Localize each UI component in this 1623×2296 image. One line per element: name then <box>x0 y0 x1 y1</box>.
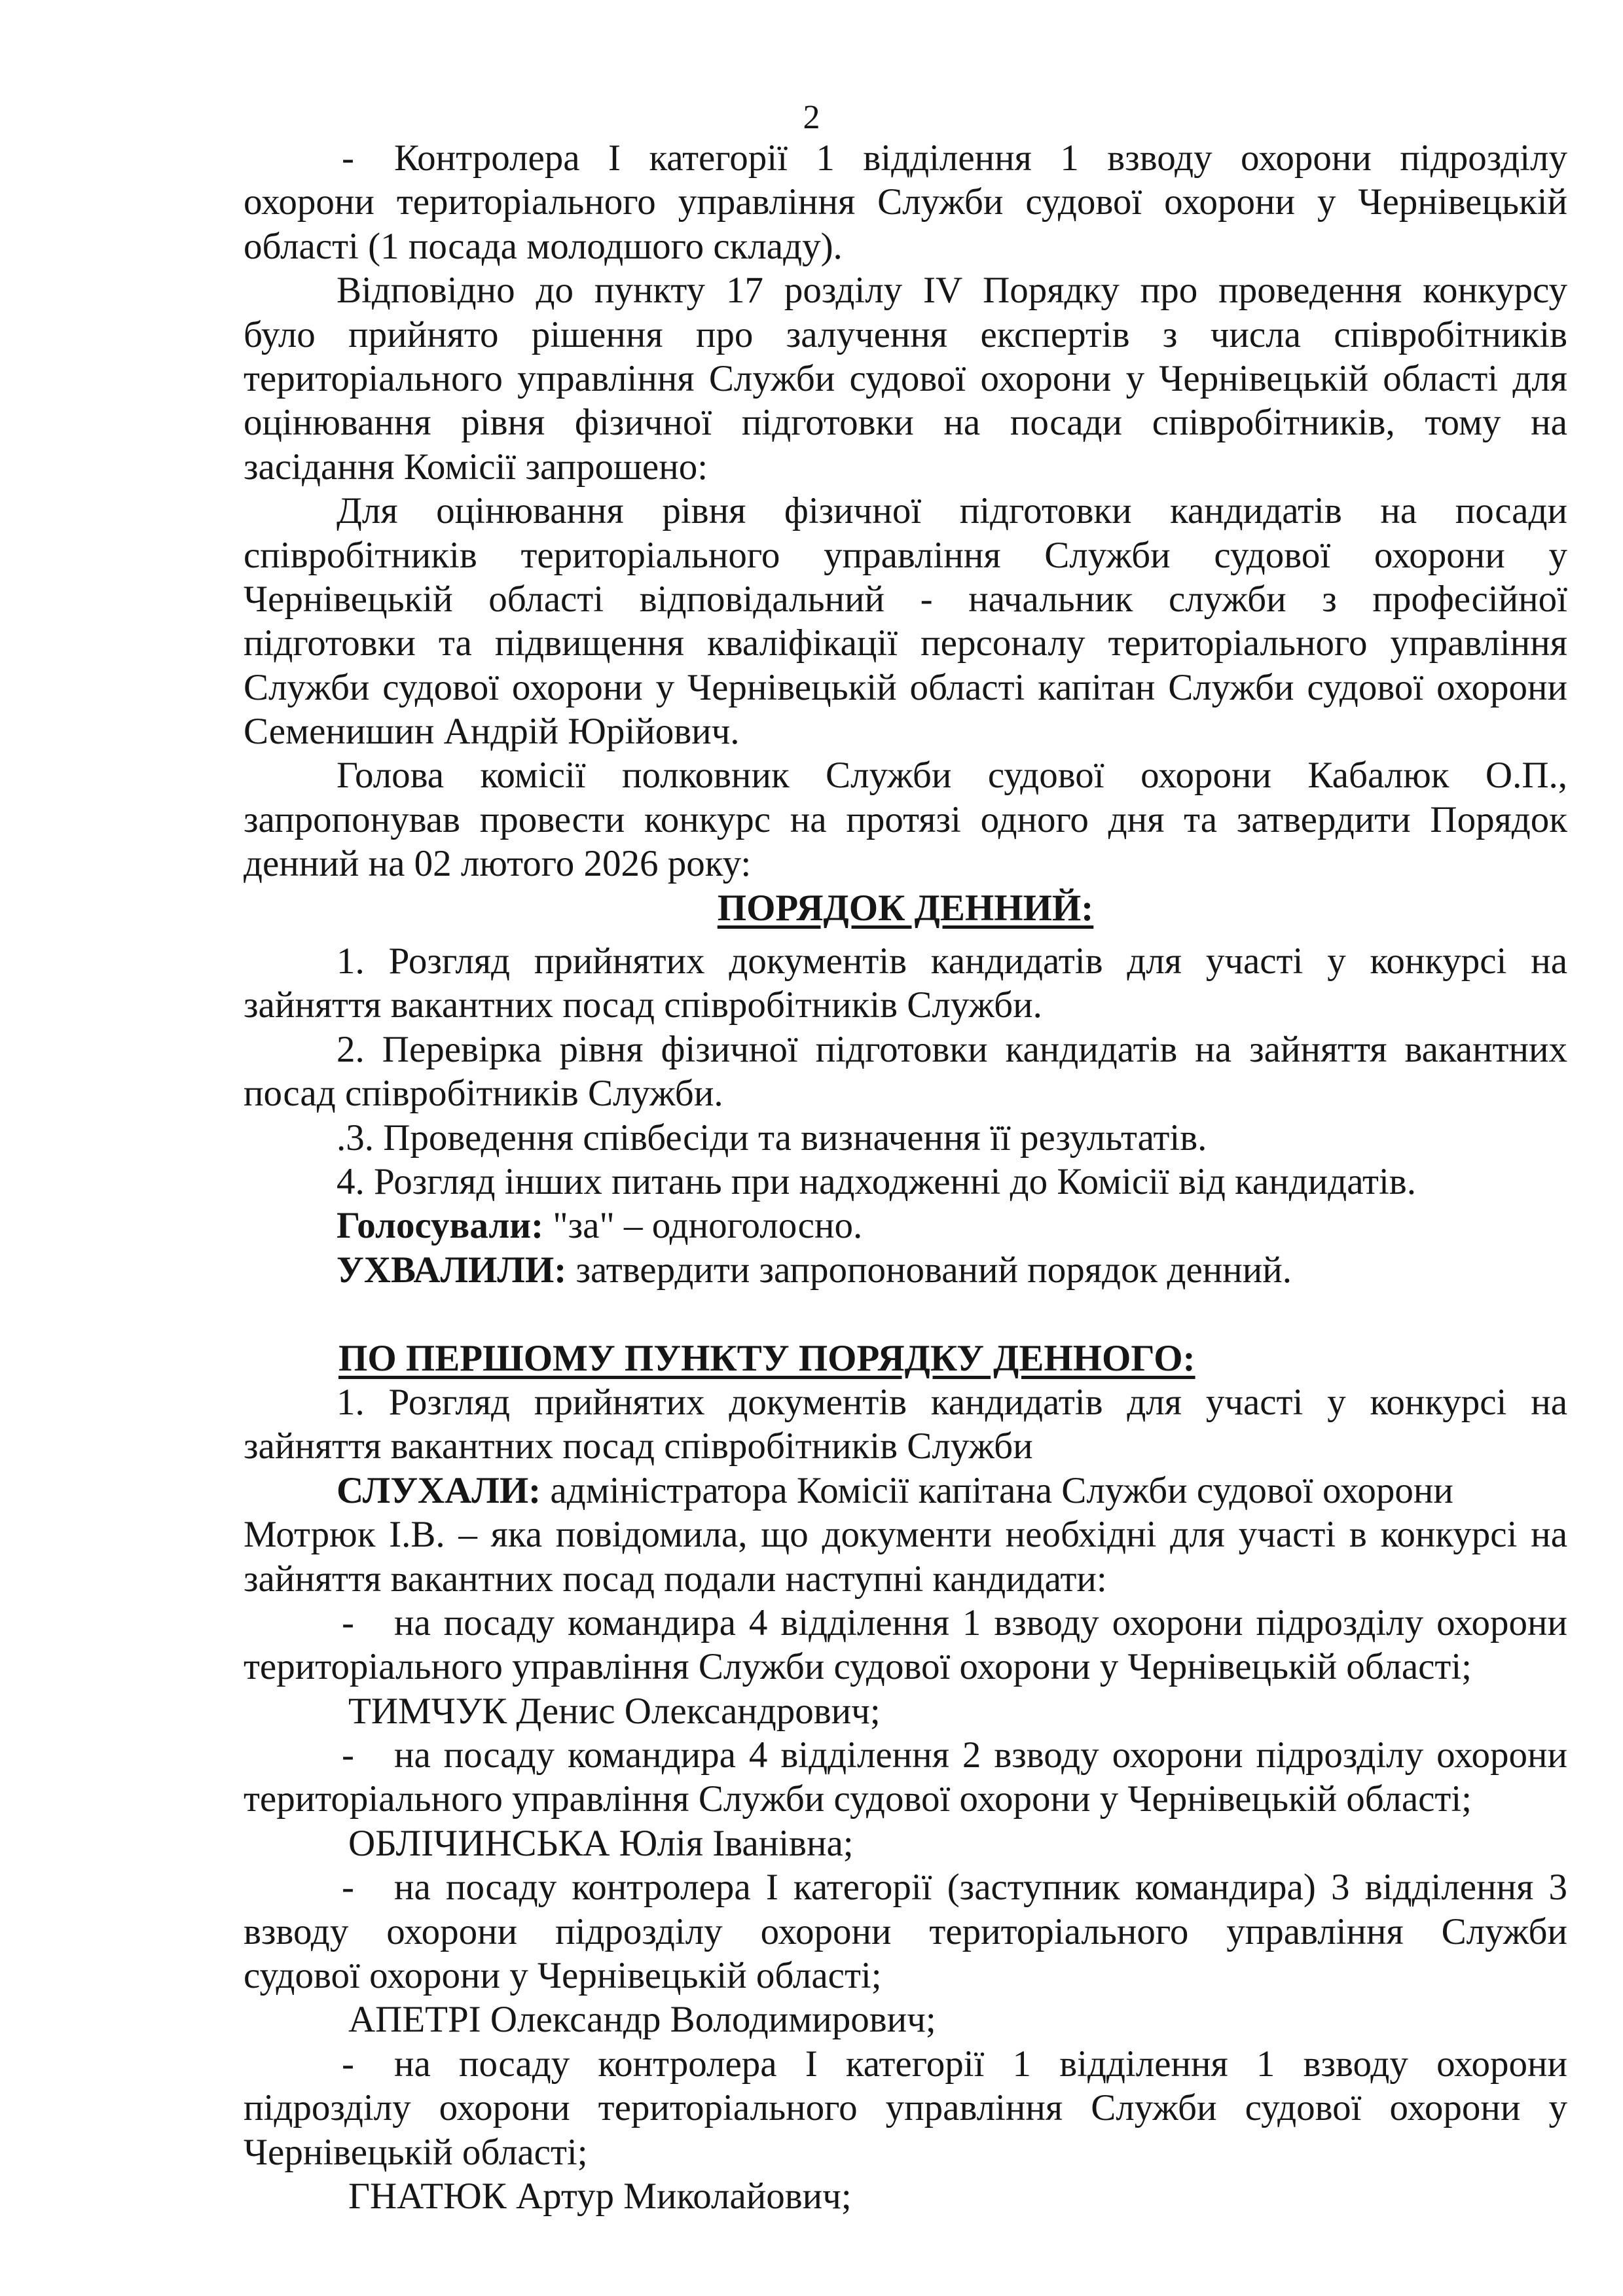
text-line <box>244 753 1567 797</box>
line-text: оцінювання рівня фізичної підготовки на посади співробітників, тому на <box>244 402 1567 444</box>
text-line <box>244 983 1567 1027</box>
line-text: взводу охорони підрозділу охорони територіального управління Служби <box>244 1910 1567 1952</box>
text-line <box>244 1777 1567 1821</box>
bullet-text <box>394 1733 1567 1777</box>
text-line <box>244 1071 1567 1115</box>
text-line <box>244 2130 1567 2174</box>
text-line <box>244 401 1567 444</box>
paragraph <box>244 1116 1567 1160</box>
page-number: 2 <box>803 99 820 136</box>
text-line <box>244 1028 1567 1071</box>
line-text: на посаду контролера I категорії 1 відділення 1 взводу охорони <box>394 2043 1567 2085</box>
line-text: підготовки та підвищення кваліфікації персоналу територіального управління <box>244 622 1567 664</box>
line-text: було прийнято рішення про залучення експертів з числа співробітників <box>244 314 1567 355</box>
line-text: територіального управління Служби судової охорони у Чернівецькій області; <box>244 1646 1472 1688</box>
text-line <box>244 939 1567 983</box>
line-text: 1. Розгляд прийнятих документів кандидатів для участі у конкурсі на <box>337 941 1567 982</box>
section-heading: ПО ПЕРШОМУ ПУНКТУ ПОРЯДКУ ДЕННОГО: <box>338 1337 1195 1379</box>
text-line <box>244 1865 1567 1909</box>
bullet-text <box>394 1865 1567 1909</box>
line-text: затвердити запропонований порядок денний. <box>566 1249 1292 1291</box>
text-line <box>244 224 1567 268</box>
paragraph <box>244 1248 1567 1292</box>
line-text: області (1 посада молодшого складу). <box>244 225 843 267</box>
line-text: адміністратора Комісії капітана Служби судової охорони <box>541 1469 1453 1511</box>
text-line <box>244 533 1567 577</box>
text-line <box>244 1469 1567 1513</box>
paragraph <box>244 753 1567 886</box>
text-line <box>244 842 1567 886</box>
paragraph <box>244 489 1567 753</box>
line-text: підрозділу охорони територіального управління Служби судової охорони у <box>244 2087 1567 2129</box>
text-line <box>244 1116 1567 1160</box>
line-text: АПЕТРІ Олександр Володимирович; <box>348 1999 936 2041</box>
paragraph <box>244 268 1567 489</box>
line-text: на посаду командира 4 відділення 1 взводу охорони підрозділу охорони <box>394 1602 1567 1643</box>
bullet-dash: - <box>342 1734 354 1776</box>
bullet-text <box>394 1601 1567 1645</box>
line-text: Чернівецькій області відповідальний - начальник служби з професійної <box>244 578 1567 620</box>
text-line <box>244 621 1567 665</box>
text-line <box>244 1160 1567 1204</box>
line-text: "за" – одноголосно. <box>543 1205 863 1247</box>
bullet-paragraph <box>244 1733 1567 1821</box>
bullet-text <box>394 136 1567 180</box>
text-line <box>244 1998 1567 2041</box>
text-line <box>244 445 1567 489</box>
line-text: Відповідно до пункту 17 розділу IV Порядку про проведення конкурсу <box>337 270 1567 312</box>
bold-label: УХВАЛИЛИ: <box>337 1249 567 1291</box>
text-line <box>244 666 1567 709</box>
paragraph <box>244 939 1567 1028</box>
section-heading: ПОРЯДОК ДЕННИЙ: <box>717 887 1094 929</box>
paragraph <box>244 1160 1567 1204</box>
bold-label: СЛУХАЛИ: <box>337 1469 541 1511</box>
text-line <box>244 2174 1567 2218</box>
line-text: на посаду командира 4 відділення 2 взводу охорони підрозділу охорони <box>394 1734 1567 1776</box>
candidate-name <box>244 2174 1567 2218</box>
text-line <box>244 1204 1567 1247</box>
text-line <box>244 180 1567 224</box>
line-text: ГНАТЮК Артур Миколайович; <box>348 2175 852 2217</box>
paragraph <box>244 1513 1567 1601</box>
line-text: .3. Проведення співбесіди та визначення її результатів. <box>337 1117 1207 1158</box>
document-body <box>244 136 1567 2218</box>
line-text: Голова комісії полковник Служби судової охорони Кабалюк О.П., <box>337 755 1567 797</box>
candidate-name <box>244 1689 1567 1733</box>
text-line <box>244 1513 1567 1556</box>
text-line <box>244 1733 1567 1777</box>
line-text: 4. Розгляд інших питань при надходженні до Комісії від кандидатів. <box>337 1160 1416 1202</box>
line-text: ОБЛІЧИНСЬКА Юлія Іванівна; <box>348 1822 854 1864</box>
text-line <box>244 357 1567 401</box>
text-line <box>244 1645 1567 1689</box>
line-text: Чернівецькій області; <box>244 2131 588 2173</box>
bullet-paragraph <box>244 2042 1567 2174</box>
line-text: територіального управління Служби судової охорони у Чернівецькій області; <box>244 1778 1472 1820</box>
line-text: посад співробітників Служби. <box>244 1073 723 1115</box>
text-line <box>244 136 1567 180</box>
text-line <box>244 2042 1567 2086</box>
paragraph <box>244 1204 1567 1247</box>
line-text: територіального управління Служби судової охорони у Чернівецькій області для <box>244 357 1567 399</box>
text-line <box>244 2086 1567 2130</box>
line-text: судової охорони у Чернівецькій області; <box>244 1955 882 1997</box>
paragraph <box>244 1469 1567 1513</box>
text-line <box>244 1380 1567 1424</box>
text-line <box>244 313 1567 357</box>
line-text: засідання Комісії запрошено: <box>244 446 708 488</box>
line-text: денний на 02 лютого 2026 року: <box>244 843 752 885</box>
line-text: Контролера I категорії 1 відділення 1 взводу охорони підрозділу <box>394 137 1567 179</box>
line-text: Мотрюк І.В. – яка повідомила, що документи необхідні для участі в конкурсі на <box>244 1514 1567 1556</box>
paragraph <box>244 1380 1567 1469</box>
line-text: 2. Перевірка рівня фізичної підготовки кандидатів на зайняття вакантних <box>337 1028 1567 1070</box>
paragraph <box>244 1028 1567 1116</box>
text-line <box>244 798 1567 842</box>
text-line <box>244 1954 1567 1998</box>
bullet-paragraph <box>244 136 1567 268</box>
line-text: запропонував провести конкурс на протязі одного дня та затвердити Порядок <box>244 798 1567 840</box>
line-text: зайняття вакантних посад співробітників Служби <box>244 1426 1033 1467</box>
line-text: ТИМЧУК Денис Олександрович; <box>348 1690 881 1732</box>
line-text: співробітників територіального управління Служби судової охорони у <box>244 534 1567 576</box>
text-line <box>244 709 1567 753</box>
line-text: Служби судової охорони у Чернівецькій області капітан Служби судової охорони <box>244 666 1567 708</box>
line-text: зайняття вакантних посад співробітників Служби. <box>244 984 1042 1026</box>
bullet-paragraph <box>244 1601 1567 1689</box>
text-line <box>244 1248 1567 1292</box>
text-line <box>244 1557 1567 1601</box>
bullet-dash: - <box>342 1602 354 1643</box>
bullet-dash: - <box>342 2043 354 2085</box>
candidate-name <box>244 1998 1567 2041</box>
bullet-dash: - <box>342 137 354 179</box>
line-text: 1. Розгляд прийнятих документів кандидатів для участі у конкурсі на <box>337 1381 1567 1423</box>
text-line <box>244 577 1567 621</box>
line-text: Семенишин Андрій Юрійович. <box>244 711 740 753</box>
text-line <box>244 1821 1567 1865</box>
bullet-dash: - <box>342 1867 354 1909</box>
text-line <box>244 1424 1567 1468</box>
line-text: Для оцінювання рівня фізичної підготовки кандидатів на посади <box>337 490 1567 532</box>
text-line <box>244 268 1567 312</box>
text-line <box>244 1601 1567 1645</box>
text-line <box>244 1910 1567 1954</box>
bold-label: Голосували: <box>337 1205 544 1247</box>
candidate-name <box>244 1821 1567 1865</box>
line-text: на посаду контролера I категорії (заступник командира) 3 відділення 3 <box>394 1867 1567 1909</box>
line-text: зайняття вакантних посад подали наступні кандидати: <box>244 1558 1107 1600</box>
bullet-paragraph <box>244 1865 1567 1998</box>
text-line <box>244 1689 1567 1733</box>
line-text: охорони територіального управління Служби судової охорони у Чернівецькій <box>244 181 1567 223</box>
bullet-text <box>394 2042 1567 2086</box>
text-line <box>244 489 1567 533</box>
blank-line <box>244 1292 1567 1336</box>
